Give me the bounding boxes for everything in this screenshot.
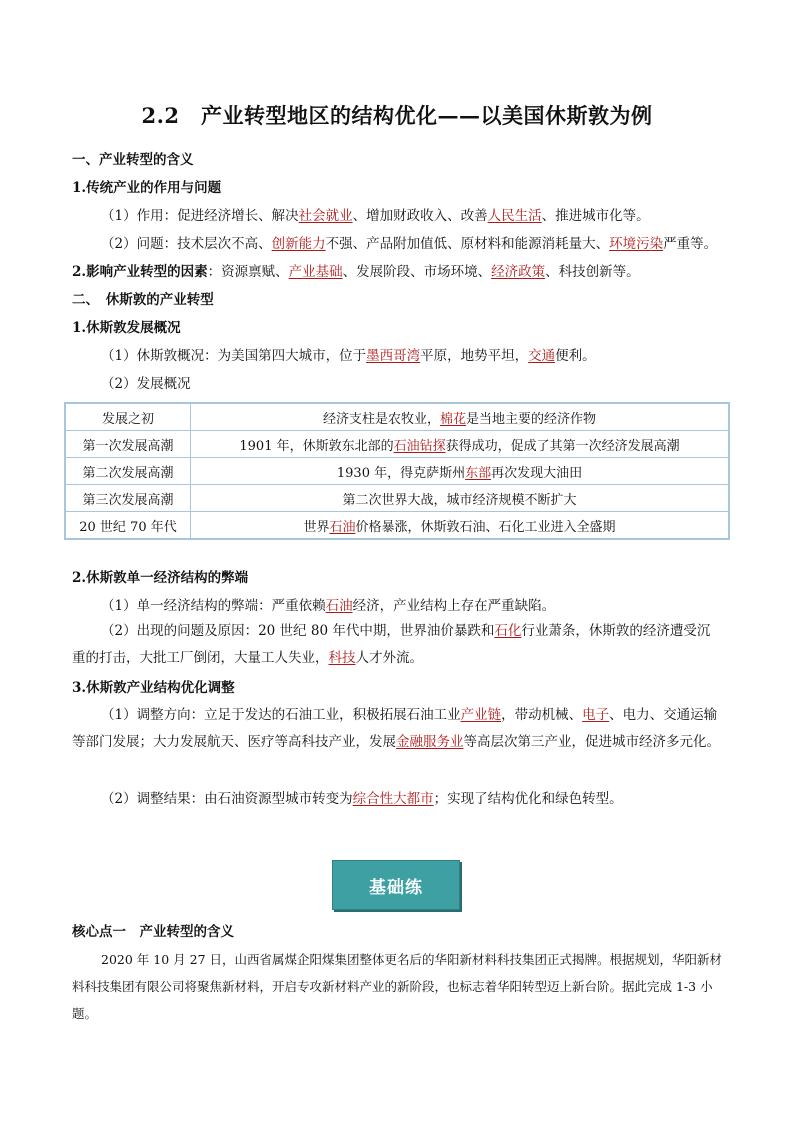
subheading-2-1: 1.休斯敦发展概况 bbox=[72, 320, 181, 336]
desc-cell: 1930 年，得克萨斯州东部再次发现大油田 bbox=[191, 458, 730, 485]
subheading-1-1: 1.传统产业的作用与问题 bbox=[72, 180, 222, 196]
table-row bbox=[65, 485, 729, 512]
desc-cell: 1901 年，休斯敦东北部的石油钻探获得成功，促成了其第一次经济发展高潮 bbox=[191, 431, 730, 458]
keyword: 金融服务业 bbox=[396, 734, 464, 750]
subheading-2-2: 2.休斯敦单一经济结构的弊端 bbox=[72, 570, 249, 586]
table-row bbox=[65, 458, 729, 485]
desc-cell: 第二次世界大战，城市经济规模不断扩大 bbox=[191, 485, 730, 512]
subheading-1-2: 2.影响产业转型的因素 bbox=[72, 264, 208, 280]
keyword: 墨西哥湾 bbox=[366, 348, 421, 364]
stage-cell: 第三次发展高潮 bbox=[65, 485, 191, 512]
paragraph-development: （2）发展概况 bbox=[101, 376, 191, 392]
development-table bbox=[64, 402, 730, 540]
stage-cell: 第二次发展高潮 bbox=[65, 458, 191, 485]
section-heading-2: 二、 休斯敦的产业转型 bbox=[72, 292, 214, 308]
paragraph-adjustment-direction: （1）调整方向：立足于发达的石油工业，积极拓展石油工业产业链，带动机械、电子、电力、交通运输等部门发展；大力发展航天、医疗等高科技产业，发展金融服务业等高层次第三产业，促进城市经济多元化。 bbox=[72, 707, 720, 750]
subheading-2-3: 3.休斯敦产业结构优化调整 bbox=[72, 680, 235, 696]
keyword: 科技 bbox=[328, 650, 356, 666]
desc-cell: 世界石油价格暴涨，休斯敦石油、石化工业进入全盛期 bbox=[191, 512, 730, 540]
stage-cell: 发展之初 bbox=[65, 403, 191, 431]
table-row bbox=[65, 512, 729, 540]
paragraph-drawbacks: （1）单一经济结构的弊端：严重依赖石油经济，产业结构上存在严重缺陷。 bbox=[101, 598, 556, 614]
keyword: 石化 bbox=[494, 623, 522, 639]
keyword: 经济政策 bbox=[491, 264, 546, 280]
section-heading-1: 一、产业转型的含义 bbox=[72, 152, 194, 168]
keyword: 综合性大都市 bbox=[352, 791, 434, 807]
basic-practice-button[interactable]: 基础练 bbox=[333, 861, 459, 909]
keyword: 电子 bbox=[582, 707, 610, 723]
table-row bbox=[65, 403, 729, 431]
core-point-heading: 核心点一 产业转型的含义 bbox=[72, 924, 234, 940]
practice-paragraph: 2020 年 10 月 27 日，山西省属煤企阳煤集团整体更名后的华阳新材料科技集团正式揭牌。根据规划，华阳新材料科技集团有限公司将聚焦新材料，开启专攻新材料产业的新阶段，也标志着华阳转型迈上新台阶。据此完成 1-3 小题。 bbox=[72, 952, 722, 1021]
paragraph-problems-causes: （2）出现的问题及原因：20 世纪 80 年代中期，世界油价暴跌和石化行业萧条，休斯敦的经济遭受沉重的打击，大批工厂倒闭，大量工人失业，科技人才外流。 bbox=[72, 623, 711, 666]
paragraph-houston-overview: （1）休斯敦概况：为美国第四大城市，位于墨西哥湾平原，地势平坦，交通便利。 bbox=[101, 348, 596, 364]
table-row bbox=[65, 431, 729, 458]
paragraph-factors: 2.影响产业转型的因素：资源禀赋、产业基础、发展阶段、市场环境、经济政策、科技创新等。 bbox=[72, 264, 640, 280]
keyword: 社会就业 bbox=[298, 208, 353, 224]
keyword: 环境污染 bbox=[609, 236, 664, 252]
keyword: 产业链 bbox=[460, 707, 502, 723]
paragraph-problems: （2）问题：技术层次不高、创新能力不强、产品附加值低、原材料和能源消耗量大、环境污染严重等。 bbox=[101, 236, 718, 252]
keyword: 人民生活 bbox=[487, 208, 542, 224]
desc-cell: 经济支柱是农牧业，棉花是当地主要的经济作物 bbox=[191, 403, 730, 431]
stage-cell: 20 世纪 70 年代 bbox=[65, 512, 191, 540]
keyword: 产业基础 bbox=[288, 264, 343, 280]
paragraph-adjustment-result: （2）调整结果：由石油资源型城市转变为综合性大都市；实现了结构优化和绿色转型。 bbox=[101, 791, 623, 807]
page-title: 2.2 产业转型地区的结构优化——以美国休斯敦为例 bbox=[141, 103, 653, 128]
keyword: 创新能力 bbox=[271, 236, 326, 252]
stage-cell: 第一次发展高潮 bbox=[65, 431, 191, 458]
paragraph-role: （1）作用：促进经济增长、解决社会就业、增加财政收入、改善人民生活、推进城市化等。 bbox=[101, 208, 650, 224]
keyword: 交通 bbox=[528, 348, 556, 364]
keyword: 石油 bbox=[325, 598, 353, 614]
